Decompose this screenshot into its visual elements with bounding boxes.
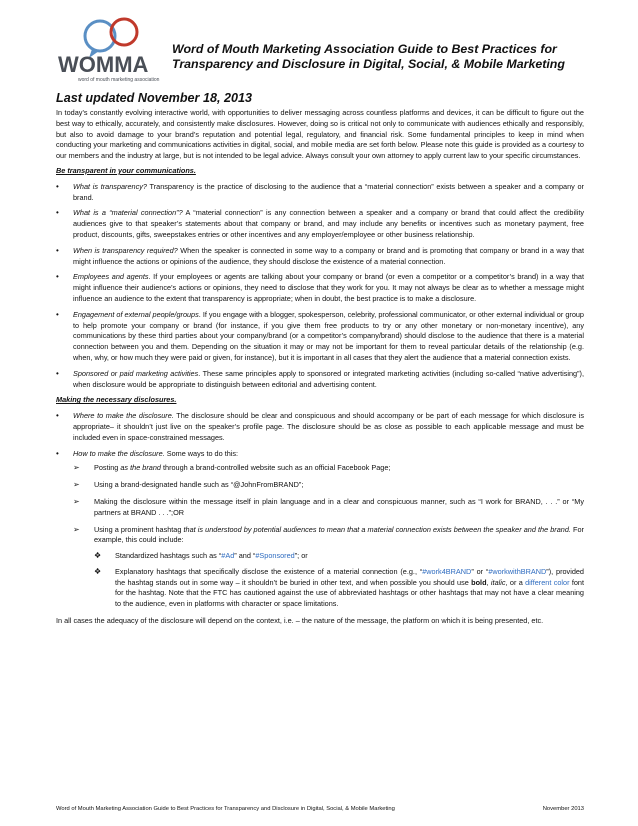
document-title <box>172 42 592 72</box>
arrow-bullet-icon: ➢ <box>73 524 80 534</box>
bullet-icon: • <box>56 245 59 255</box>
hashtag-list <box>94 551 584 610</box>
bullet-icon: • <box>56 272 59 282</box>
footer-date: November 2013 <box>542 806 584 812</box>
list-item: • Employees and agents. If your employees or agents are talking about your company or brand (or even a competitor or a competitor’s brand) in a way that might influence their audience’s actions or opinions, they need to disclose that they work for you. It may not always be clear as to whether a message might influence an audience to the extent that transparency is appropriate; when in doubt, the best practice is to make a disclosure. <box>56 272 584 303</box>
hashtag-ad: #Ad <box>221 551 235 561</box>
intro-paragraph: In today’s constantly evolving interactive world, with opportunities to deliver messaging across countless platforms and devices, it can be difficult to figure out the best way to ethically, accurately, and consistently make disclosures. However, doing so is critical not only to communicate with audiences ethically and responsibly, but also to avoid damage to your brand’s reputation and potential legal, regulatory, and financial risk. Some fundamental principles to keep in mind when conducting your marketing and communications activities in digital, social, and mobile media are set forth below. Please note this guide is provided as a courtesy to our members and the industry at large, but is not intended to be legal advice. Always consult your own attorney to apply current law to your specific circumstances. <box>56 108 584 161</box>
logo-wordmark: WOMMA <box>58 52 149 77</box>
title-line-1: Word of Mouth Marketing Association Guide to Best Practices for <box>172 42 557 56</box>
list-item: • What is transparency? Transparency is the practice of disclosing to the audience that a “material connection” exists between a speaker and a company or brand. <box>56 181 584 202</box>
footer-title: Word of Mouth Marketing Association Guide to Best Practices for Transparency and Disclosure in Digital, Social, & Mobile Marketing <box>56 806 395 812</box>
list-item: • When is transparency required? When the speaker is connected in some way to a company or brand and is promoting that company or brand in a way that might influence the actions or opinions of the audience, they should disclose the existence of a material connection. <box>56 245 584 266</box>
list-item: • Where to make the disclosure. The disclosure should be clear and conspicuous and should accompany or be part of each message for which disclosure is appropriate– it shouldn’t just live on the speaker’s profile page. The disclosure should be as close as possible to each applicable message and must be included even in space-constrained messages. <box>56 411 584 442</box>
diamond-bullet-icon: ❖ <box>94 566 102 576</box>
list-item: • What is a “material connection”? A “material connection” is any connection between a speaker and a company or brand that could affect the credibility audiences give to that speaker’s statements about that company or brand, and may include any benefits or incentives such as monetary payment, free product, discounts, gifts, sweepstakes entries or other incentives and any employer/employee or other business relationship. <box>56 208 584 239</box>
hashtag-workwithbrand: #workwithBRAND <box>488 566 547 576</box>
hashtag-work4brand: #work4BRAND <box>422 566 472 576</box>
bullet-icon: • <box>56 368 59 378</box>
list-item: ➢ Posting as the brand through a brand-controlled website such as an official Facebook Page; <box>73 463 391 473</box>
bullet-icon: • <box>56 208 59 218</box>
transparency-list <box>56 182 584 391</box>
womma-logo <box>56 16 166 86</box>
section-heading-transparency: Be transparent in your communications. <box>56 165 196 175</box>
list-item: ❖ Explanatory hashtags that specifically disclose the existence of a material connection (e.g., “#work4BRAND” or “#workwithBRAND”), provided the hashtag stands out in some way – it shouldn’t be buried in other text, and when possible you should use bold, italic, or a different color font for the hashtag. Note that the FTC has cautioned against the use of abbreviated hashtags or other hashtags that may not have a clear meaning to the audience, even in platforms with character or space limitations. <box>94 566 585 609</box>
disclosure-list <box>56 411 584 610</box>
bullet-icon: • <box>56 448 59 458</box>
document-page <box>56 14 584 631</box>
page-footer <box>56 806 584 812</box>
section-heading-disclosures: Making the necessary disclosures. <box>56 395 177 405</box>
list-item: • Sponsored or paid marketing activities. These same principles apply to sponsored or integrated marketing activities (including so-called “native advertising”), when disclosure would be appropriate to distinguish between editorial and advertising content. <box>56 368 584 389</box>
list-item: • Engagement of external people/groups. If you engage with a blogger, spokesperson, celebrity, professional communicator, or other external individual or group to help promote your company or brand (for instance, if you give them free products to try or any other monetary or non-monetary incentive), any communications by these third parties about your company/brand (or a competitor’s company/brand) should disclose to the audience that there is a material connection between you and them. Depending on the situation it may or may not be important for them to reveal particular details of the relationship (e.g. when, why, or how much they were paid or given, for instance), but it is important in all cases that they alert the audience that a material connection exists. <box>56 309 584 362</box>
list-item: ➢ Using a prominent hashtag that is understood by potential audiences to mean that a material connection exists between the speaker and the brand. For example, this could include: ❖ Standardized hashtags such as “#Ad” and “#Sponsored”; or ❖ Explanatory hashtags that specifically disclose the existence of a material connection (e.g., “#work4BRAND” or “#workwithBRAND”), provided the hashtag stands out in some way – it shouldn’t be buried in other text, and when possible you should use bold, italic, or a different color font for the hashtag. Note that the FTC has cautioned against the use of abbreviated hashtags or other hashtags that may not have a clear meaning to the audience, even in platforms with character or space limitations. <box>73 524 585 609</box>
disclosure-ways-list <box>73 463 584 610</box>
list-item: • How to make the disclosure. Some ways to do this: ➢ Posting as the brand through a brand-controlled website such as an official Facebook Page; ➢ Using a brand-designated handle such as “@JohnFromBRAND”; ➢ Making the disclosure within the message itself in plain language and in a clear and conspicuous manner, such as “I work for BRAND, . . .” or “My partners at BRAND . . .”;OR ➢ Using a prominent hashtag that is understood by potential audiences to mean that a material connection exists between the speaker and the brand. For example, this could include: ❖ Standardized hashtags such as “#Ad” and “#Sponsored”; or ❖ Explanatory hashtags that specifically disclose the existence of a material connection (e.g., “#work4BRAND” or “#workwithBRAND”), provided the hashtag stands out in some way – it shouldn’t be buried in other text, and when possible you should use bold, italic, or a different color font for the hashtag. Note that the FTC has cautioned against the use of abbreviated hashtags or other hashtags that may not have a clear meaning to the audience, even in platforms with character or space limitations. <box>56 448 585 609</box>
arrow-bullet-icon: ➢ <box>73 496 80 506</box>
closing-paragraph: In all cases the adequacy of the disclosure will depend on the context, i.e. – the nature of the message, the platform on which it is being presented, etc. <box>56 616 544 626</box>
title-line-2: Transparency and Disclosure in Digital, Social, & Mobile Marketing <box>172 57 565 71</box>
document-header <box>56 14 584 90</box>
bullet-icon: • <box>56 411 59 421</box>
diamond-bullet-icon: ❖ <box>94 551 102 561</box>
arrow-bullet-icon: ➢ <box>73 480 80 490</box>
last-updated: Last updated November 18, 2013 <box>56 91 252 105</box>
bullet-icon: • <box>56 181 59 191</box>
logo-tagline: word of mouth marketing association <box>78 77 160 83</box>
hashtag-sponsored: #Sponsored <box>255 551 295 561</box>
bullet-icon: • <box>56 309 59 319</box>
arrow-bullet-icon: ➢ <box>73 463 80 473</box>
list-item: ➢ Using a brand-designated handle such as “@JohnFromBRAND”; <box>73 480 304 490</box>
list-item: ➢ Making the disclosure within the message itself in plain language and in a clear and conspicuous manner, such as “I work for BRAND, . . .” or “My partners at BRAND . . .”;OR <box>73 496 584 517</box>
list-item: ❖ Standardized hashtags such as “#Ad” and “#Sponsored”; or <box>94 551 308 561</box>
